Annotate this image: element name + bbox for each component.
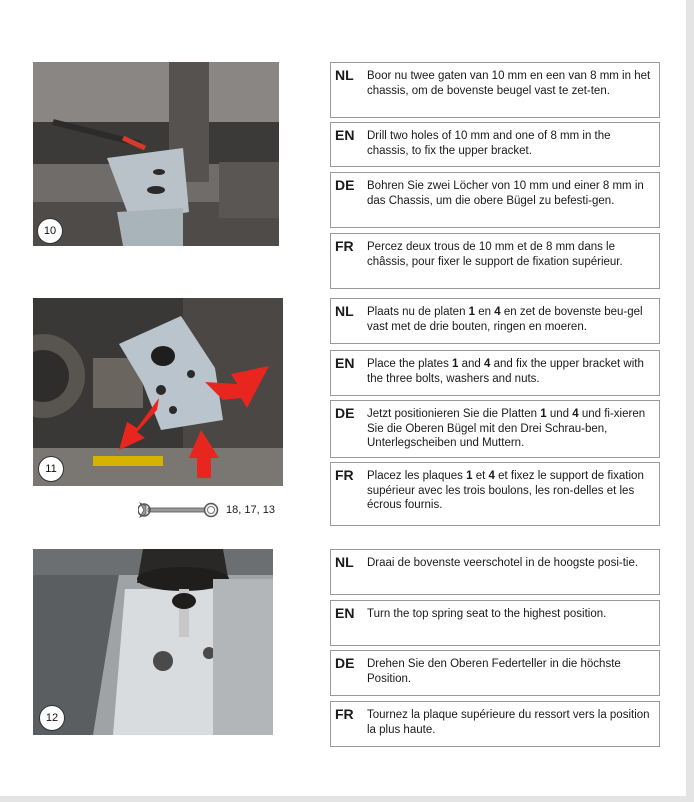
step-number-badge: 11 <box>38 456 64 482</box>
instruction-box-en <box>330 600 660 646</box>
instruction-text: Draai de bovenste veerschotel in de hoogste posi-tie. <box>367 557 639 569</box>
instruction-box-fr <box>330 233 660 289</box>
page-right-edge <box>686 0 694 802</box>
instruction-box-de <box>330 400 660 458</box>
instruction-text: Plaats nu de platen 1 en 4 en zet de bovenste beu-gel vast met de drie bouten, ringen en moeren. <box>367 306 643 333</box>
instruction-box-nl <box>330 549 660 595</box>
page-bottom-edge <box>0 796 694 802</box>
instruction-box-en <box>330 350 660 396</box>
language-code: NL <box>335 303 354 319</box>
instruction-text: Placez les plaques 1 et 4 et fixez le support de fixation supérieur avec les trois boulons, les ron-delles et les écrous fournis. <box>367 470 644 511</box>
instruction-text: Drehen Sie den Oberen Federteller in die höchste Position. <box>367 658 621 685</box>
spring-seat-photo <box>33 549 273 735</box>
language-code: FR <box>335 238 354 254</box>
wrench-icon <box>138 500 220 520</box>
language-code: FR <box>335 706 354 722</box>
instruction-box-en <box>330 122 660 167</box>
instruction-text: Place the plates 1 and 4 and fix the upper bracket with the three bolts, washers and nuts. <box>367 358 644 385</box>
instruction-text: Jetzt positionieren Sie die Platten 1 und 4 und fi-xieren Sie die Oberen Bügel mit den Drei Schrau-ben, Unterlegscheiben und Muttern. <box>367 408 646 449</box>
instruction-box-nl <box>330 62 660 118</box>
instruction-box-nl <box>330 298 660 344</box>
tool-requirement <box>138 500 298 520</box>
language-code: EN <box>335 355 355 371</box>
instruction-box-fr <box>330 701 660 747</box>
instruction-box-de <box>330 650 660 696</box>
instruction-text: Bohren Sie zwei Löcher von 10 mm und einer 8 mm in das Chassis, um die obere Bügel zu befesti-gen. <box>367 180 644 207</box>
language-code: EN <box>335 127 355 143</box>
instruction-text: Turn the top spring seat to the highest position. <box>367 608 607 620</box>
language-code: EN <box>335 605 355 621</box>
instruction-text: Boor nu twee gaten van 10 mm en een van 8 mm in het chassis, om de bovenste beugel vast te zet-ten. <box>367 70 651 97</box>
wrench-sizes: 18, 17, 13 <box>226 504 275 516</box>
instruction-box-fr <box>330 462 660 526</box>
language-code: NL <box>335 554 354 570</box>
language-code: DE <box>335 655 355 671</box>
step-number-badge: 12 <box>39 705 65 731</box>
instruction-box-de <box>330 172 660 228</box>
language-code: DE <box>335 177 355 193</box>
drilling-chassis-photo <box>33 62 279 246</box>
instruction-text: Drill two holes of 10 mm and one of 8 mm in the chassis, to fix the upper bracket. <box>367 130 611 157</box>
language-code: NL <box>335 67 354 83</box>
instruction-text: Percez deux trous de 10 mm et de 8 mm dans le châssis, pour fixer le support de fixation supérieur. <box>367 241 623 268</box>
bracket-bolts-photo <box>33 298 283 486</box>
step-number-badge: 10 <box>37 218 63 244</box>
instruction-text: Tournez la plaque supérieure du ressort vers la position la plus haute. <box>367 709 650 736</box>
language-code: FR <box>335 467 354 483</box>
language-code: DE <box>335 405 355 421</box>
